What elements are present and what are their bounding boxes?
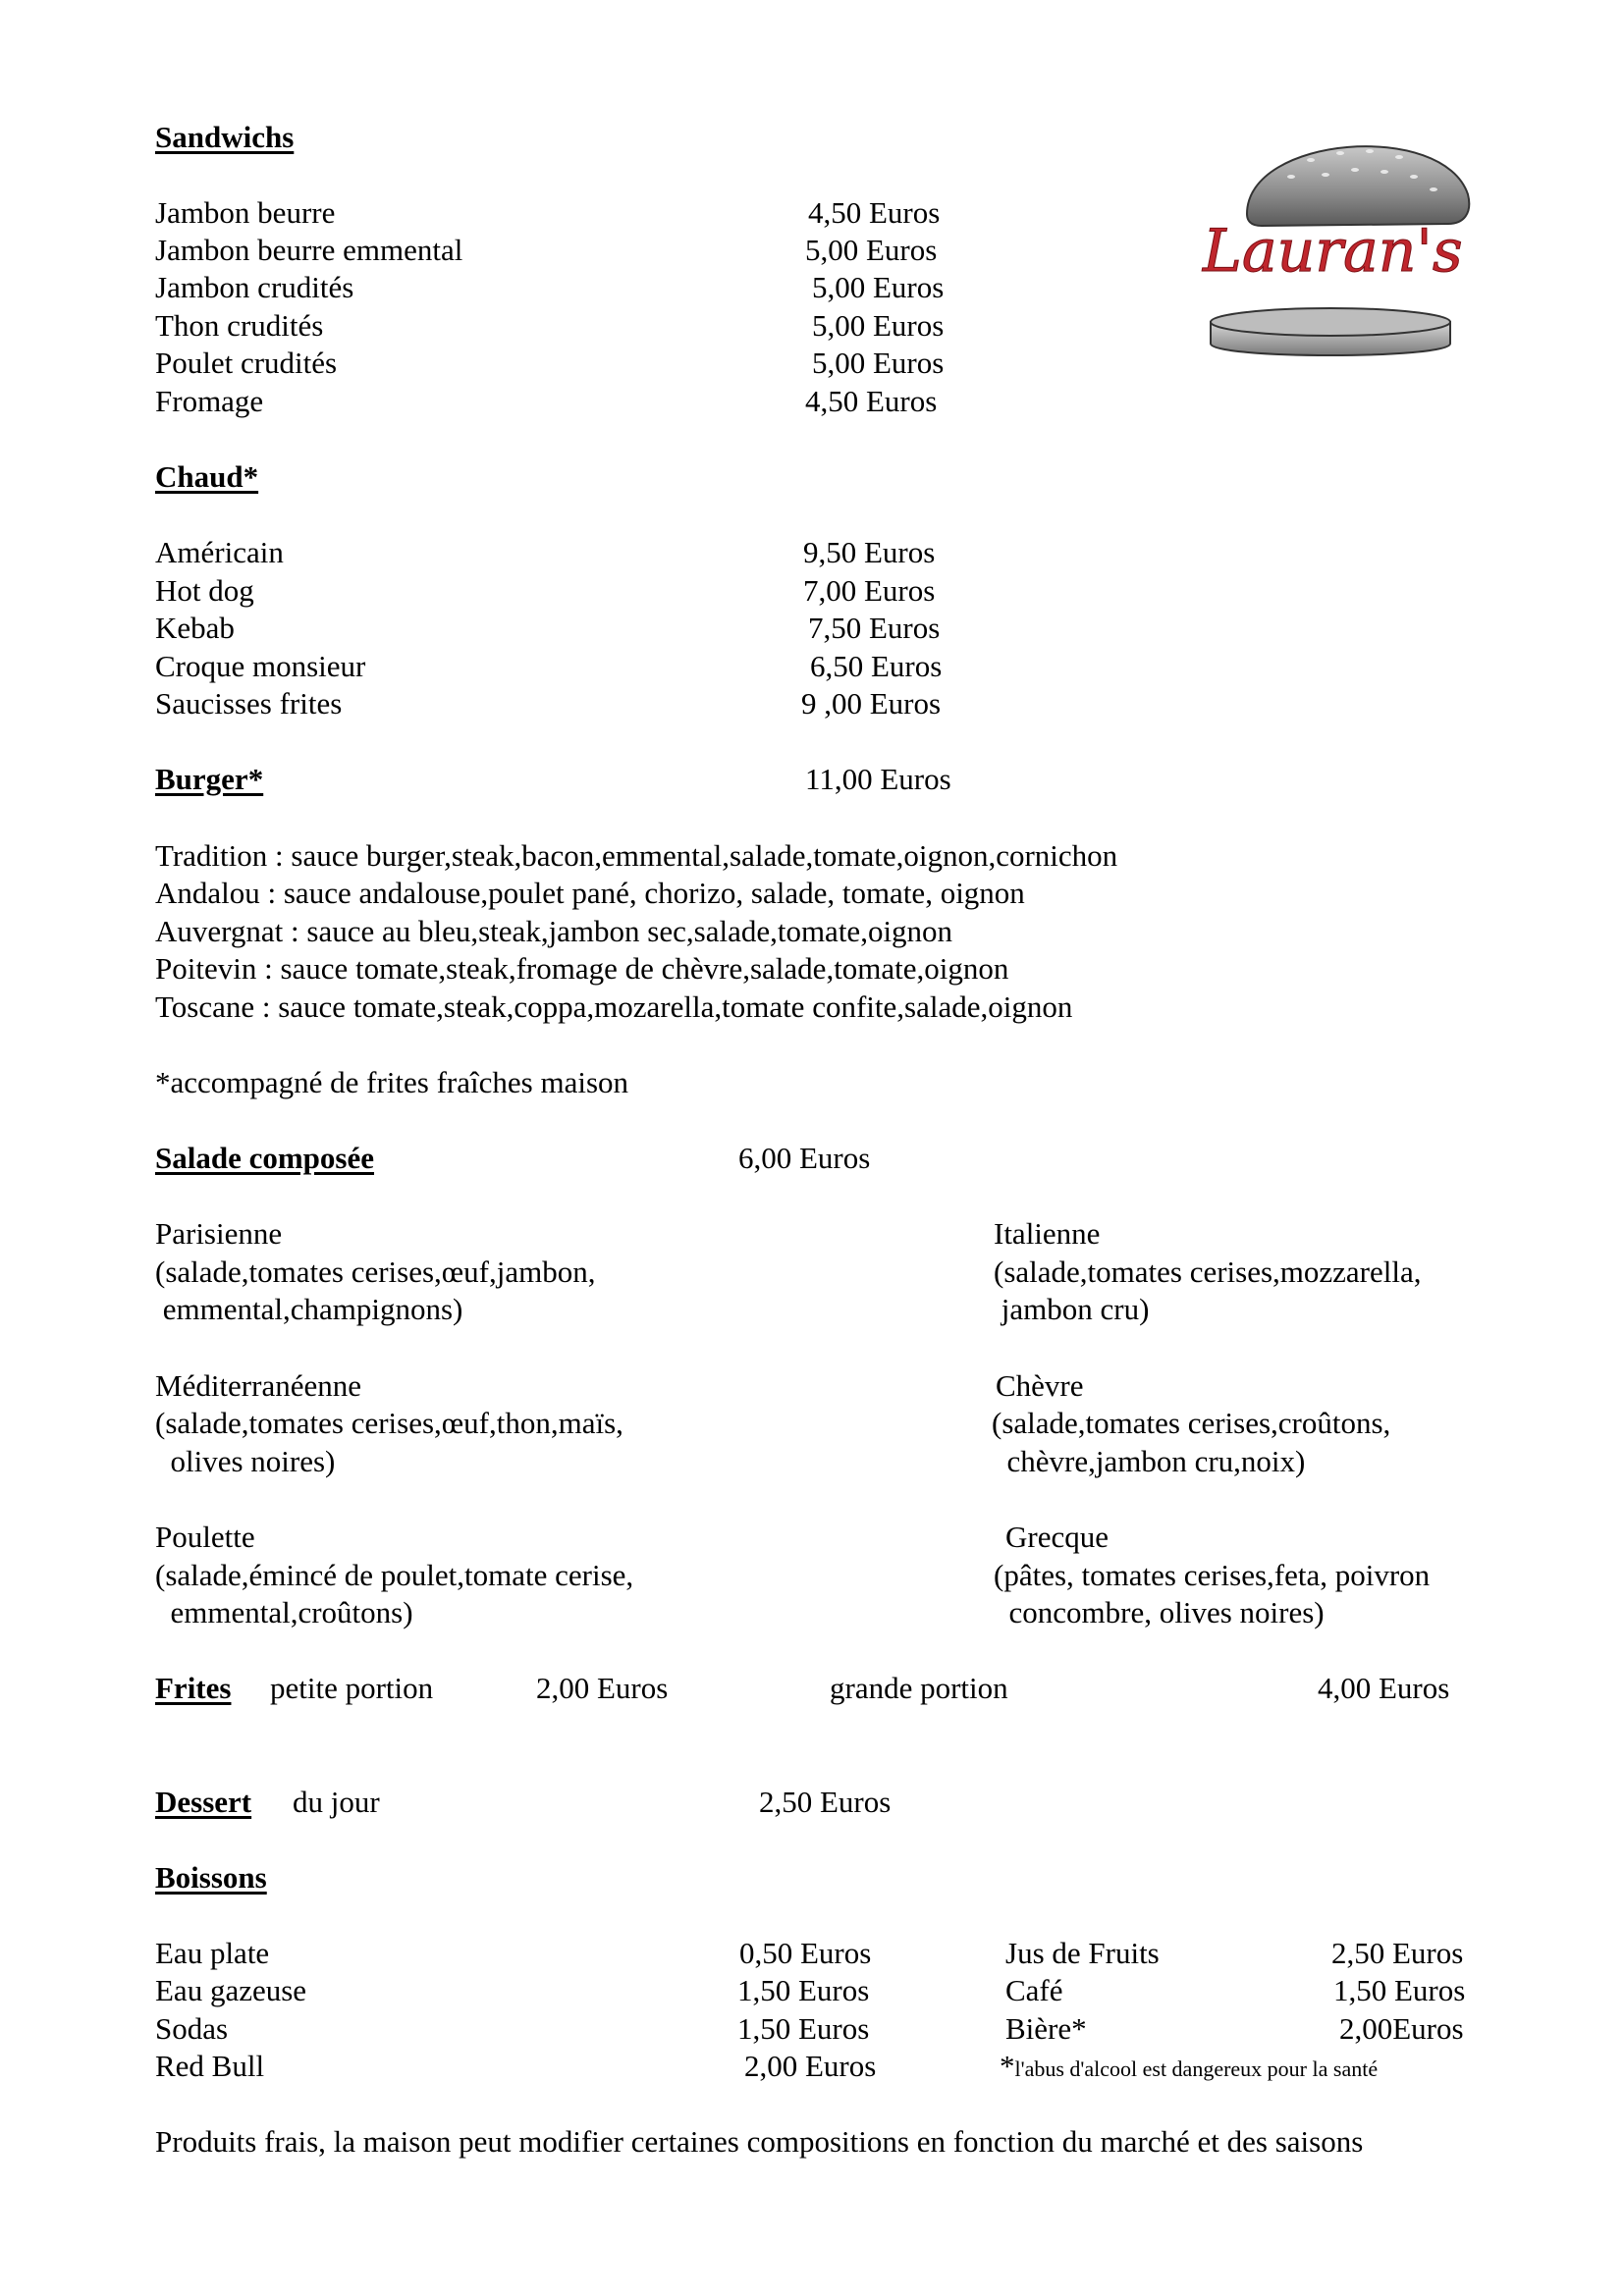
- salade-price: 6,00 Euros: [738, 1141, 871, 1175]
- salad-ingredients: emmental,champignons): [155, 1292, 463, 1326]
- salad-name: Grecque: [1005, 1520, 1109, 1554]
- alcohol-note: l'abus d'alcool est dangereux pour la santé: [1014, 2056, 1379, 2081]
- salad-name: Parisienne: [155, 1216, 283, 1251]
- item-price: 4,50 Euros: [808, 195, 941, 230]
- item-price: 5,00 Euros: [812, 270, 945, 304]
- burger-item: Andalou : sauce andalouse,poulet pané, chorizo, salade, tomate, oignon: [155, 876, 1025, 910]
- salad-name: Italienne: [994, 1216, 1101, 1251]
- logo-text: Lauran's: [1203, 217, 1463, 286]
- burger-price: 11,00 Euros: [805, 762, 951, 796]
- burger-item: Poitevin : sauce tomate,steak,fromage de chèvre,salade,tomate,oignon: [155, 951, 1009, 986]
- item-name: Jambon crudités: [155, 270, 354, 304]
- drink-price: 2,50 Euros: [1331, 1936, 1464, 1970]
- burger-item: Auvergnat : sauce au bleu,steak,jambon sec,salade,tomate,oignon: [155, 914, 953, 948]
- item-price: 5,00 Euros: [805, 233, 938, 267]
- footer-note: Produits frais, la maison peut modifier certaines compositions en fonction du marché et des saisons: [155, 2124, 1364, 2159]
- burger-item: Toscane : sauce tomate,steak,coppa,mozarella,tomate confite,salade,oignon: [155, 989, 1073, 1024]
- drink-price: 1,50 Euros: [1333, 1973, 1466, 2007]
- item-price: 9,50 Euros: [803, 535, 936, 569]
- alcohol-warning: [1000, 2048, 1378, 2088]
- item-price: 7,00 Euros: [803, 573, 936, 608]
- drink-name: Café: [1005, 1973, 1063, 2007]
- salad-ingredients: (salade,tomates cerises,mozzarella,: [994, 1255, 1422, 1289]
- salad-ingredients: (pâtes, tomates cerises,feta, poivron: [994, 1558, 1431, 1592]
- drink-name: Eau plate: [155, 1936, 270, 1970]
- drink-name: Eau gazeuse: [155, 1973, 307, 2007]
- drink-name: Sodas: [155, 2011, 229, 2046]
- drink-price: 1,50 Euros: [737, 2011, 870, 2046]
- frites-large-label: grande portion: [830, 1671, 1008, 1705]
- section-title-dessert: Dessert: [155, 1785, 252, 1819]
- salad-ingredients: olives noires): [155, 1444, 336, 1478]
- drink-name: Jus de Fruits: [1005, 1936, 1160, 1970]
- frites-large-price: 4,00 Euros: [1318, 1671, 1450, 1705]
- item-price: 4,50 Euros: [805, 384, 938, 418]
- frites-small-label: petite portion: [270, 1671, 434, 1705]
- alcohol-star: *: [1000, 2049, 1015, 2083]
- drink-price: 0,50 Euros: [739, 1936, 872, 1970]
- drink-price: 2,00Euros: [1339, 2011, 1464, 2046]
- section-title-frites: Frites: [155, 1671, 232, 1705]
- item-name: Thon crudités: [155, 308, 324, 343]
- item-price: 5,00 Euros: [812, 308, 945, 343]
- salad-ingredients: concombre, olives noires): [994, 1595, 1325, 1629]
- item-name: Croque monsieur: [155, 649, 366, 683]
- item-name: Saucisses frites: [155, 686, 343, 721]
- item-price: 7,50 Euros: [808, 611, 941, 645]
- salad-ingredients: jambon cru): [994, 1292, 1150, 1326]
- item-price: 9 ,00 Euros: [801, 686, 942, 721]
- section-title-burger: Burger*: [155, 762, 264, 796]
- item-price: 6,50 Euros: [810, 649, 943, 683]
- item-price: 5,00 Euros: [812, 346, 945, 380]
- salad-ingredients: (salade,tomates cerises,œuf,jambon,: [155, 1255, 596, 1289]
- salad-name: Chèvre: [996, 1368, 1084, 1403]
- item-name: Hot dog: [155, 573, 254, 608]
- drink-price: 1,50 Euros: [737, 1973, 870, 2007]
- section-title-boissons: Boissons: [155, 1860, 267, 1895]
- burger-item: Tradition : sauce burger,steak,bacon,emmental,salade,tomate,oignon,cornichon: [155, 838, 1118, 873]
- item-name: Poulet crudités: [155, 346, 338, 380]
- salad-ingredients: (salade,tomates cerises,croûtons,: [992, 1406, 1391, 1440]
- section-title-sandwichs: Sandwichs: [155, 120, 295, 154]
- dessert-label: du jour: [293, 1785, 380, 1819]
- item-name: Américain: [155, 535, 284, 569]
- drink-name: Bière*: [1005, 2011, 1087, 2046]
- dessert-price: 2,50 Euros: [759, 1785, 892, 1819]
- item-name: Jambon beurre: [155, 195, 336, 230]
- frites-small-price: 2,00 Euros: [536, 1671, 669, 1705]
- salad-ingredients: emmental,croûtons): [155, 1595, 413, 1629]
- salad-ingredients: (salade,émincé de poulet,tomate cerise,: [155, 1558, 634, 1592]
- item-name: Kebab: [155, 611, 235, 645]
- drink-price: 2,00 Euros: [744, 2049, 877, 2083]
- item-name: Fromage: [155, 384, 264, 418]
- drink-name: Red Bull: [155, 2049, 265, 2083]
- section-title-chaud: Chaud*: [155, 459, 259, 494]
- salad-name: Méditerranéenne: [155, 1368, 361, 1403]
- laurans-burger-logo: [1193, 116, 1488, 381]
- section-title-salade: Salade composée: [155, 1141, 375, 1175]
- item-name: Jambon beurre emmental: [155, 233, 463, 267]
- fries-note: *accompagné de frites fraîches maison: [155, 1065, 629, 1099]
- salad-name: Poulette: [155, 1520, 255, 1554]
- salad-ingredients: chèvre,jambon cru,noix): [992, 1444, 1306, 1478]
- salad-ingredients: (salade,tomates cerises,œuf,thon,maïs,: [155, 1406, 623, 1440]
